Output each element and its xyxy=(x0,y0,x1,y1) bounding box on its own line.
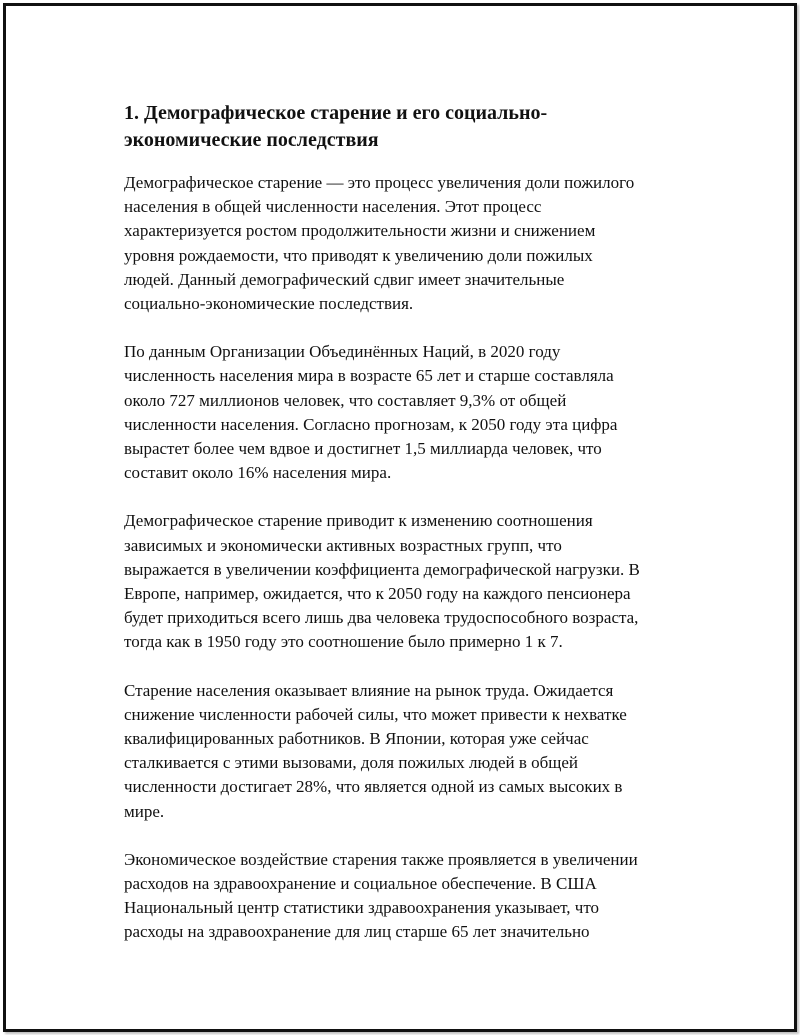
section-heading xyxy=(124,100,696,154)
text-line: численности достигает 28%, что является одной из самых высоких в xyxy=(124,777,623,797)
text-line: будет приходиться всего лишь два человека трудоспособного возраста, xyxy=(124,608,639,628)
text-line: сталкивается с этими вызовами, доля пожилых людей в общей xyxy=(124,753,579,773)
text-line: мире. xyxy=(124,801,165,821)
text-line: социально-экономические последствия. xyxy=(124,294,414,314)
text-line: характеризуется ростом продолжительности жизни и снижением xyxy=(124,221,596,241)
text-line: По данным Организации Объединённых Наций, в 2020 году xyxy=(124,342,561,362)
paragraph-labor-market xyxy=(124,679,696,824)
text-line: населения в общей численности населения. Этот процесс xyxy=(124,197,542,217)
heading-line: 1. Демографическое старение и его социально- xyxy=(124,102,548,124)
text-line: выражается в увеличении коэффициента демографической нагрузки. В xyxy=(124,559,640,579)
text-line: тогда как в 1950 году это соотношение было примерно 1 к 7. xyxy=(124,632,563,652)
text-line: около 727 миллионов человек, что составляет 9,3% от общей xyxy=(124,390,567,410)
document-page xyxy=(3,3,797,1032)
document-content xyxy=(124,100,696,969)
text-line: Европе, например, ожидается, что к 2050 году на каждого пенсионера xyxy=(124,584,631,604)
text-line: Демографическое старение — это процесс увеличения доли пожилого xyxy=(124,173,635,192)
paragraph-healthcare-costs xyxy=(124,848,696,945)
text-line: расходы на здравоохранение для лиц старше 65 лет значительно xyxy=(124,922,590,942)
text-line: вырастет более чем вдвое и достигнет 1,5 миллиарда человек, что xyxy=(124,439,602,459)
text-line: численность населения мира в возрасте 65 лет и старше составляла xyxy=(124,366,614,386)
text-line: снижение численности рабочей силы, что может привести к нехватке xyxy=(124,704,627,724)
paragraph-intro xyxy=(124,171,696,316)
paragraph-un-data xyxy=(124,340,696,485)
text-line: Старение населения оказывает влияние на рынок труда. Ожидается xyxy=(124,680,614,700)
text-line: квалифицированных работников. В Японии, которая уже сейчас xyxy=(124,729,589,749)
text-line: Национальный центр статистики здравоохранения указывает, что xyxy=(124,898,600,918)
heading-line: экономические последствия xyxy=(124,129,379,151)
text-line: уровня рождаемости, что приводят к увеличению доли пожилых xyxy=(124,245,593,265)
text-line: зависимых и экономически активных возрастных групп, что xyxy=(124,535,562,555)
text-line: Демографическое старение приводит к изменению соотношения xyxy=(124,511,593,531)
text-line: людей. Данный демографический сдвиг имеет значительные xyxy=(124,269,565,289)
text-line: Экономическое воздействие старения также проявляется в увеличении xyxy=(124,849,638,869)
text-line: численности населения. Согласно прогнозам, к 2050 году эта цифра xyxy=(124,414,618,434)
text-line: составит около 16% населения мира. xyxy=(124,463,392,483)
text-line: расходов на здравоохранение и социальное обеспечение. В США xyxy=(124,874,597,894)
paragraph-dependency-ratio xyxy=(124,509,696,654)
